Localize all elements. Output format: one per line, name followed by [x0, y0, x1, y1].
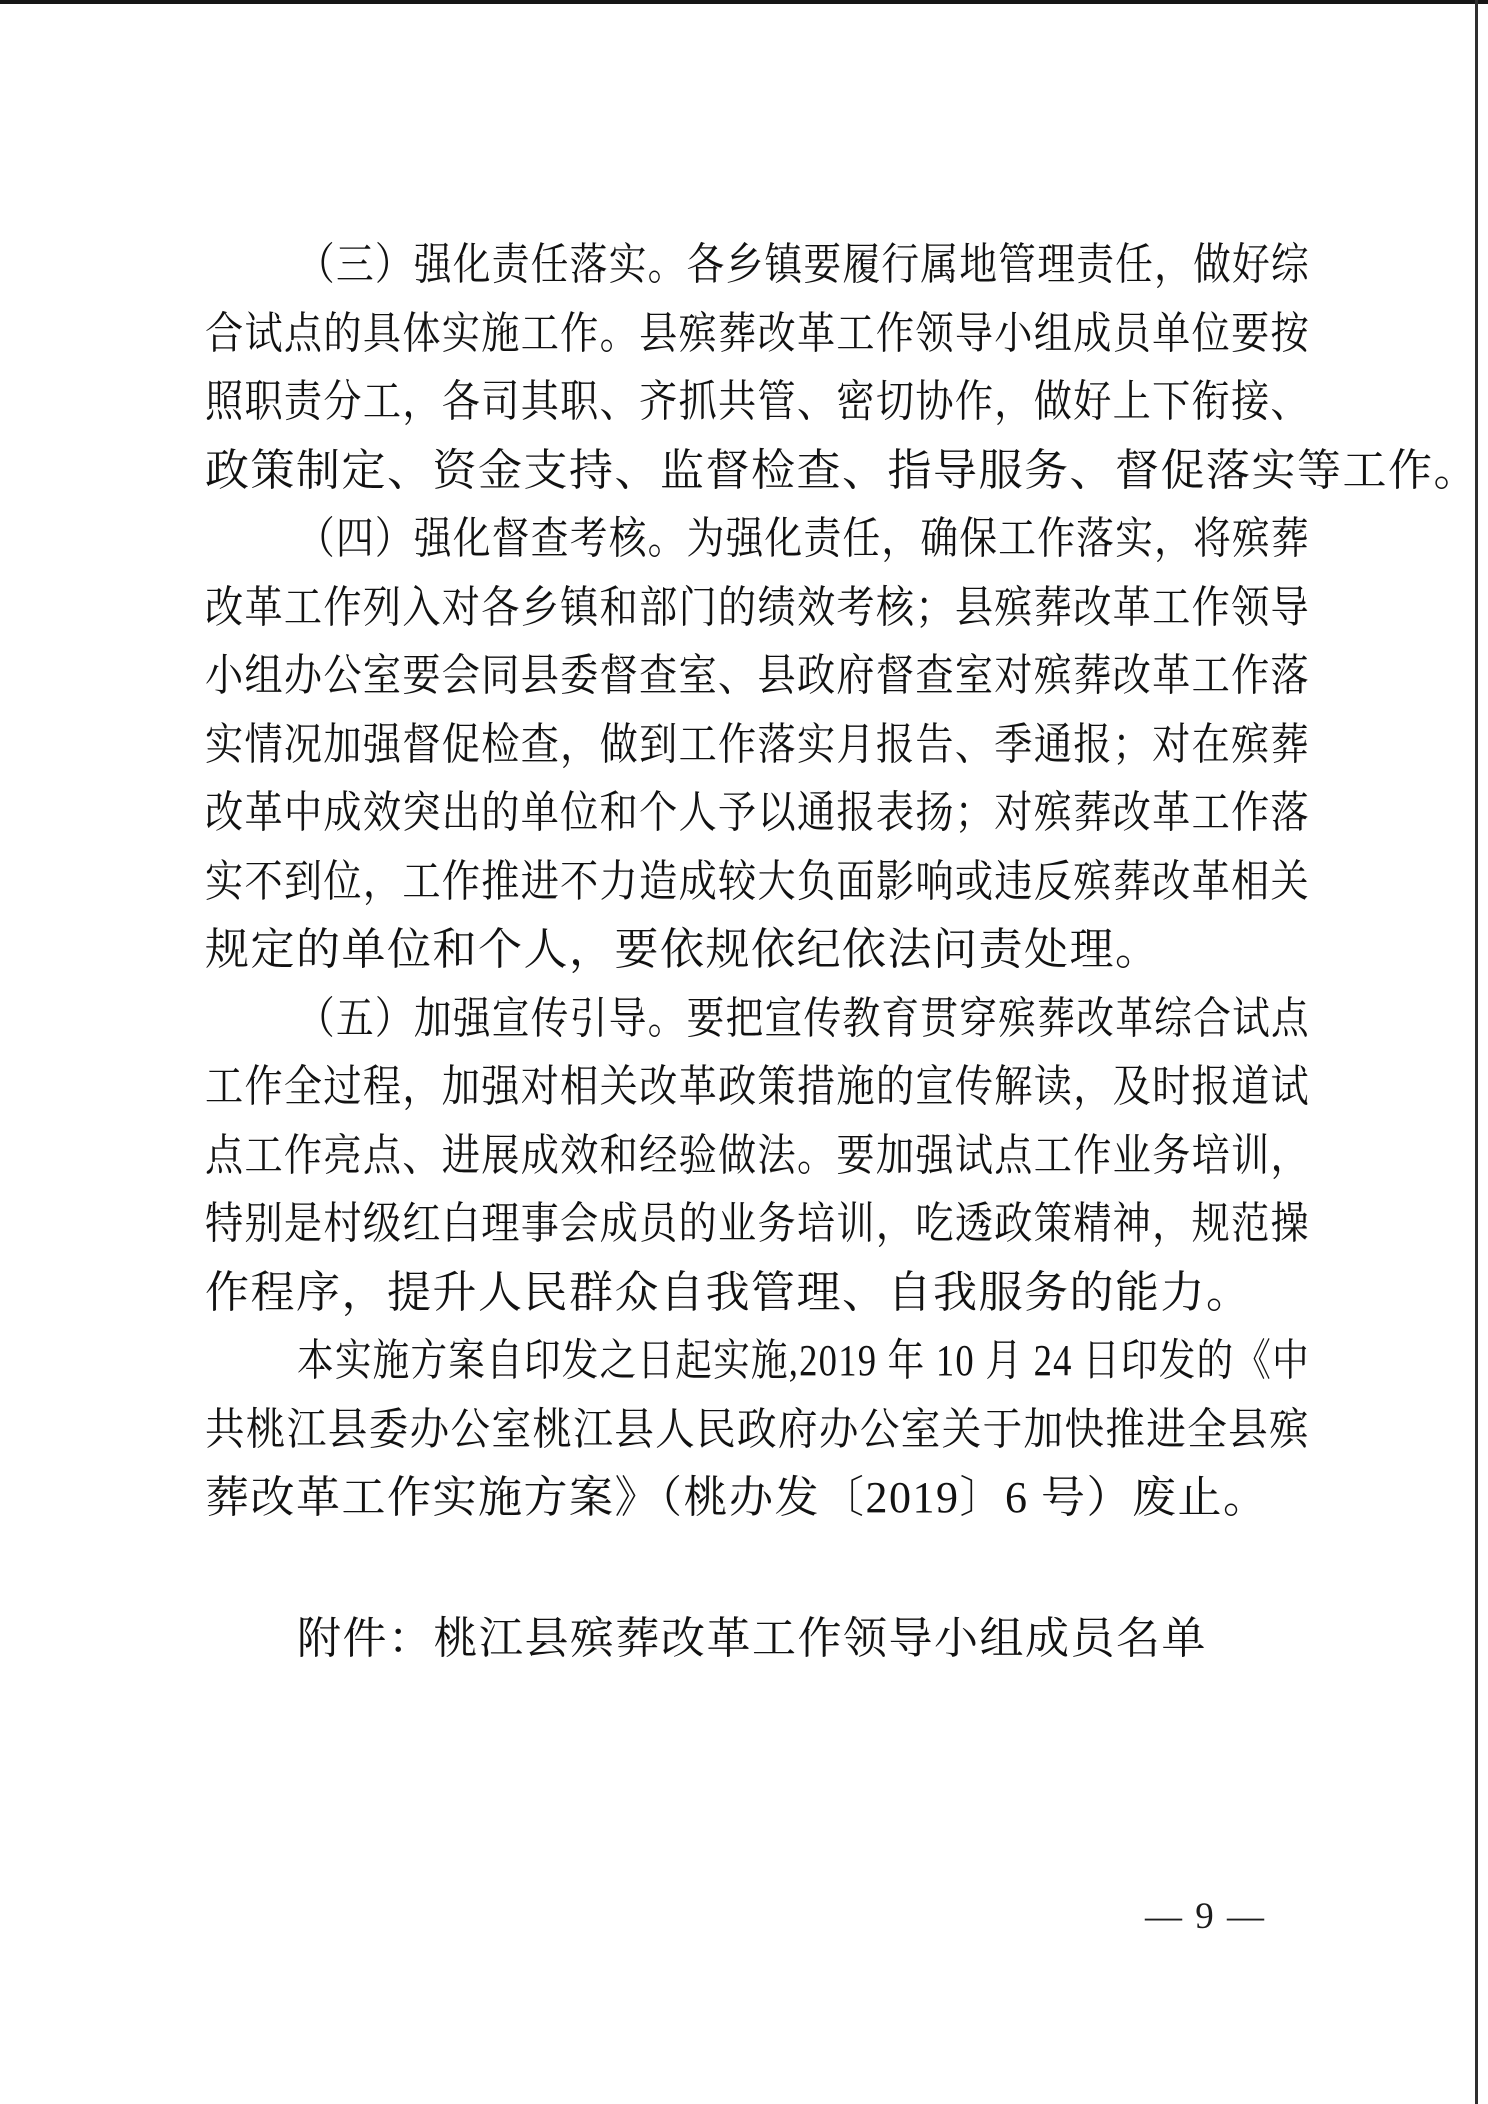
text-line: 实不到位，工作推进不力造成较大负面影响或违反殡葬改革相关 [205, 856, 1310, 906]
para-4-strengthen-supervision [205, 505, 1310, 985]
text-line: 改革工作列入对各乡镇和部门的绩效考核；县殡葬改革工作领导 [205, 582, 1310, 632]
attachment-line: 附件：桃江县殡葬改革工作领导小组成员名单 [297, 1613, 1207, 1663]
text-line: 本实施方案自印发之日起实施,2019 年 10 月 24 日印发的《中 [297, 1336, 1310, 1385]
text-line: （四）强化督查考核。为强化责任，确保工作落实，将殡葬 [297, 514, 1310, 563]
text-line: 合试点的具体实施工作。县殡葬改革工作领导小组成员单位要按 [205, 308, 1310, 358]
text-line: 照职责分工，各司其职、齐抓共管、密切协作，做好上下衔接、 [205, 377, 1310, 426]
para-3-strengthen-responsibility [205, 231, 1479, 505]
text-line: 特别是村级红白理事会成员的业务培训，吃透政策精神，规范操 [205, 1199, 1310, 1248]
document-body [205, 231, 1479, 1673]
text-line: 葬改革工作实施方案》（桃办发〔2019〕6 号）废止。 [205, 1473, 1269, 1522]
text-line: 共桃江县委办公室桃江县人民政府办公室关于加快推进全县殡 [205, 1404, 1310, 1454]
scan-right-edge [1475, 0, 1478, 2104]
text-line: 实情况加强督促检查，做到工作落实月报告、季通报；对在殡葬 [205, 719, 1310, 769]
text-line: 作程序，提升人民群众自我管理、自我服务的能力。 [205, 1267, 1252, 1317]
text-line: （三）强化责任落实。各乡镇要履行属地管理责任，做好综 [297, 240, 1310, 289]
text-line: 改革中成效突出的单位和个人予以通报表扬；对殡葬改革工作落 [205, 788, 1310, 837]
text-line: 工作全过程，加强对相关改革政策措施的宣传解读，及时报道试 [205, 1062, 1310, 1111]
page-number: — 9 — [1145, 1896, 1266, 1937]
para-5-strengthen-publicity [205, 985, 1310, 1328]
text-line: 点工作亮点、进展成效和经验做法。要加强试点工作业务培训， [205, 1130, 1310, 1180]
scan-top-edge [0, 0, 1488, 4]
text-line: 政策制定、资金支持、监督检查、指导服务、督促落实等工作。 [205, 445, 1479, 495]
text-line: 规定的单位和个人，要依规依纪依法问责处理。 [205, 925, 1161, 974]
para-6-effective-date [205, 1327, 1310, 1533]
text-line: 小组办公室要会同县委督查室、县政府督查室对殡葬改革工作落 [205, 651, 1310, 700]
paragraphs-container [205, 231, 1479, 1533]
text-line: （五）加强宣传引导。要把宣传教育贯穿殡葬改革综合试点 [297, 993, 1310, 1043]
